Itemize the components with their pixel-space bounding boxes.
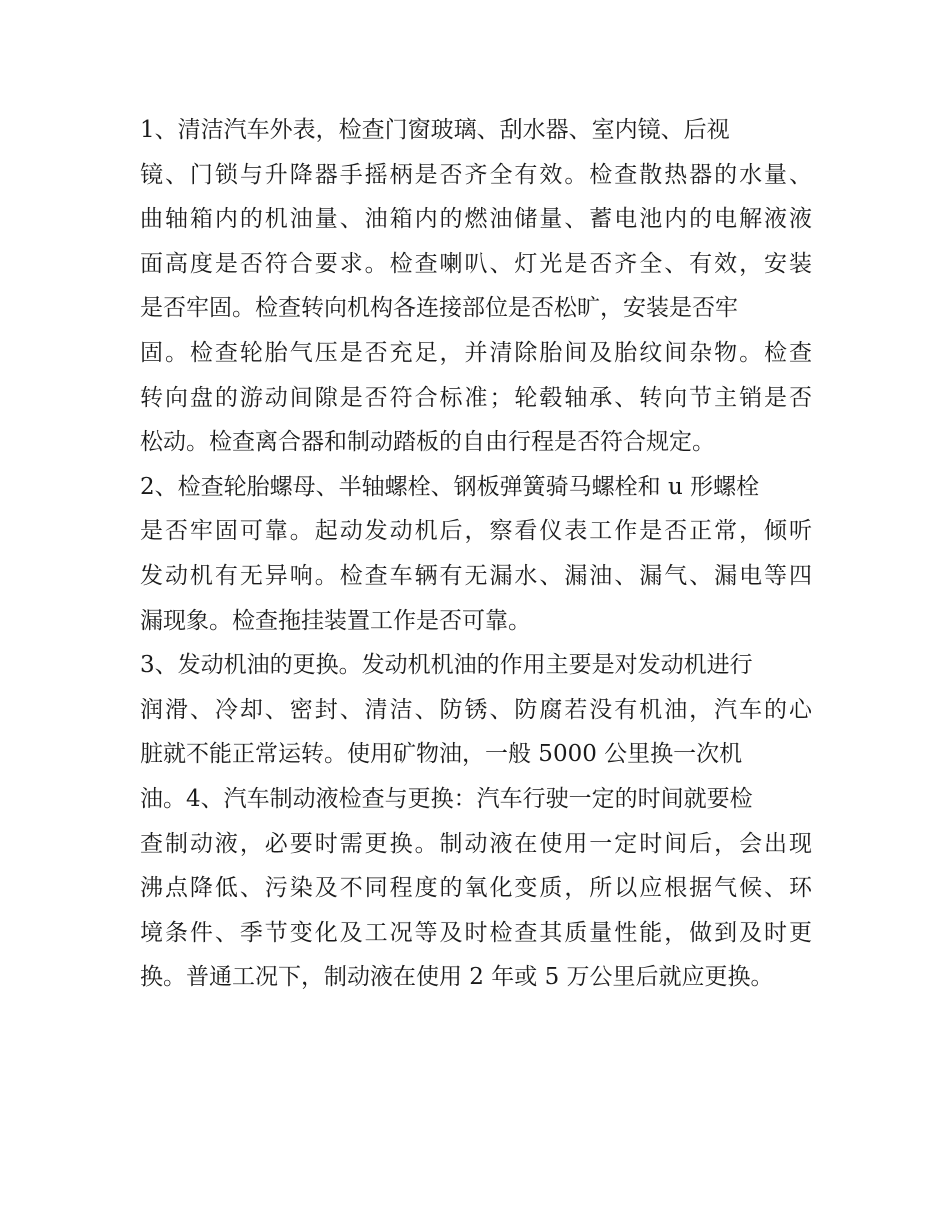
text-line: 1、清洁汽车外表，检查门窗玻璃、刮水器、室内镜、后视	[140, 117, 730, 143]
text-line: 换。普通工况下，制动液在使用 2 年或 5 万公里后就应更换。	[140, 964, 774, 991]
text-line: 3、发动机油的更换。发动机机油的作用主要是对发动机进行	[140, 652, 753, 679]
body-text	[140, 108, 812, 1000]
text-line: 固。检查轮胎气压是否充足，并清除胎间及胎纹间杂物。检查	[140, 339, 812, 366]
text-line: 是否牢固。检查转向机构各连接部位是否松旷，安装是否牢	[140, 295, 738, 322]
text-line: 是否牢固可靠。起动发动机后，察看仪表工作是否正常，倾听	[140, 518, 812, 545]
text-line: 脏就不能正常运转。使用矿物油，一般 5000 公里换一次机	[140, 741, 743, 768]
text-line: 油。4、汽车制动液检查与更换：汽车行驶一定的时间就要检	[140, 785, 753, 812]
text-line: 2、检查轮胎螺母、半轴螺栓、钢板弹簧骑马螺栓和 u 形螺栓	[140, 473, 760, 500]
text-line: 漏现象。检查拖挂装置工作是否可靠。	[140, 607, 531, 634]
text-line: 沸点降低、污染及不同程度的氧化变质，所以应根据气候、环	[140, 875, 812, 902]
text-line: 镜、门锁与升降器手摇柄是否齐全有效。检查散热器的水量、	[140, 161, 812, 188]
text-line: 面高度是否符合要求。检查喇叭、灯光是否齐全、有效，安装	[140, 250, 812, 277]
text-line: 境条件、季节变化及工况等及时检查其质量性能，做到及时更	[140, 919, 812, 946]
text-line: 曲轴箱内的机油量、油箱内的燃油储量、蓄电池内的电解液液	[140, 206, 812, 233]
text-line: 润滑、冷却、密封、清洁、防锈、防腐若没有机油，汽车的心	[140, 696, 812, 723]
text-line: 松动。检查离合器和制动踏板的自由行程是否符合规定。	[140, 429, 715, 456]
text-line: 发动机有无异响。检查车辆有无漏水、漏油、漏气、漏电等四	[140, 562, 812, 589]
text-line: 查制动液，必要时需更换。制动液在使用一定时间后，会出现	[140, 830, 812, 857]
text-line: 转向盘的游动间隙是否符合标准；轮毂轴承、转向节主销是否	[140, 384, 812, 411]
